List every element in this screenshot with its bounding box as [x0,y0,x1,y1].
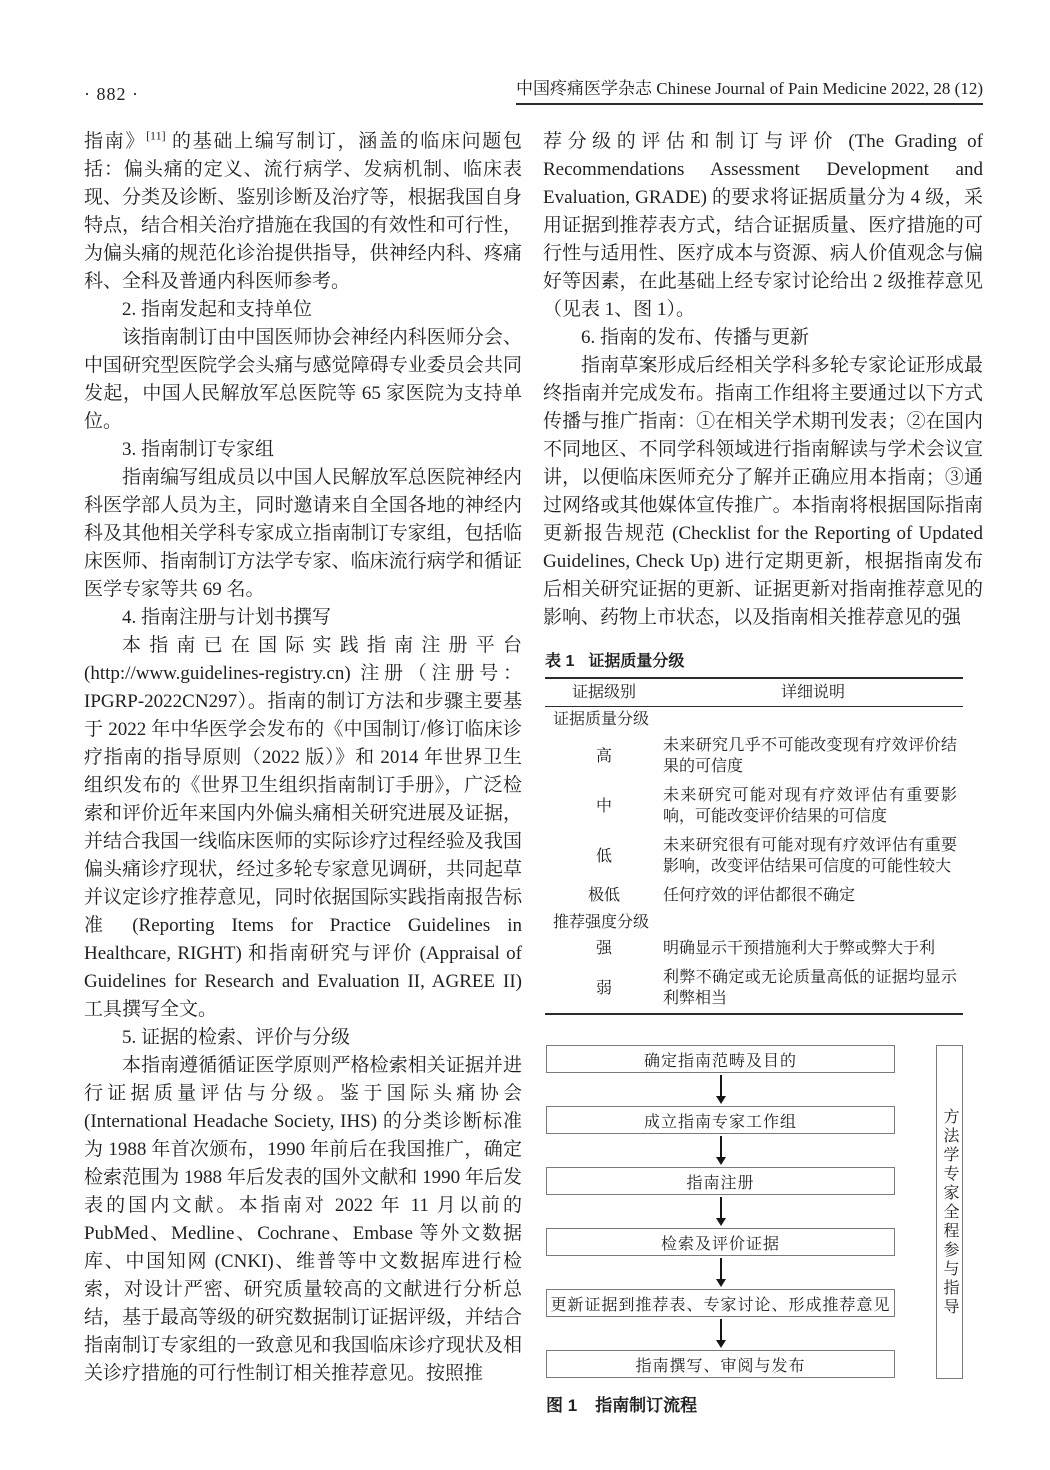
table-row [545,731,963,781]
flow-step: 指南撰写、审阅与发布 [546,1350,895,1378]
paragraph-text: 的基础上编写制订，涵盖的临床问题包括：偏头痛的定义、流行病学、发病机制、临床表现、分类及诊断、鉴别诊断及治疗等，根据我国自身特点，结合相关治疗措施在我国的有效性和可行性，为偏头痛的规范化诊治提供指导，供神经内科、疼痛科、全科及普通内科医师参考。 [84,131,522,292]
table-group-row: 推荐强度分级 [553,914,650,931]
recommendation-description: 明确显示干预措施利大于弊或弊大于利 [663,940,936,957]
flow-arrow-icon [546,1073,895,1106]
figure-caption [546,1391,983,1416]
table-group-row: 证据质量分级 [553,711,650,728]
flow-step: 更新证据到推荐表、专家讨论、形成推荐意见 [546,1289,895,1317]
table-label: 表 1 [545,653,575,670]
section-heading: 3. 指南制订专家组 [122,439,275,460]
column-header: 证据级别 [571,684,636,701]
section-heading: 5. 证据的检索、评价与分级 [122,1027,351,1048]
paragraph-text: 指南》 [84,131,147,152]
flow-step: 确定指南范畴及目的 [546,1045,895,1073]
page-number: · 882 · [84,84,139,104]
evidence-level: 高 [595,747,612,765]
flow-arrow-icon [546,1195,895,1228]
flow-arrow-icon [546,1256,895,1289]
evidence-description: 未来研究可能对现有疗效评估有重要影响，可能改变评价结果的可信度 [663,787,957,825]
paragraph: 指南草案形成后经相关学科多轮专家论证形成最终指南并完成发布。指南工作组将主要通过以下方式传播与推广指南：①在相关学术期刊发表；②在国内不同地区、不同学科领域进行指南解读与学术会议宣讲，以便临床医师充分了解并正确应用本指南；③通过网络或其他媒体宣传推广。本指南将根据国际指南更新报告规范 (Checklist for the Reporting of Updated Guidelines, Check Up) 进行定期更新，根据指南发布后相关研究证据的更新、证据更新对指南推荐意见的影响、药物上市状态，以及指南相关推荐意见的强 [543,355,983,628]
flow-step: 成立指南专家工作组 [546,1106,895,1134]
flow-arrow-icon [546,1317,895,1350]
flowchart-main-column [546,1045,895,1378]
citation-superscript: [11] [146,128,166,143]
methodology-expert-side-label: 方法学专家全程参与指导 [936,1045,963,1379]
recommendation-level: 强 [595,940,612,957]
journal-title: 中国疼痛医学杂志 Chinese Journal of Pain Medicine 2022, 28 (12) [516,74,983,105]
paragraph: 该指南制订由中国医师协会神经内科医师分会、中国研究型医院学会头痛与感觉障碍专业委员会共同发起，中国人民解放军总医院等 65 家医院为支持单位。 [84,327,522,432]
table-row [545,881,963,910]
paragraph: 本指南遵循循证医学原则严格检索相关证据并进行证据质量评估与分级。鉴于国际头痛协会 (International Headache Society, IHS) 的分类诊断标准为 1988 年首次颁布，1990 年前后在我国推广，确定检索范围为 1988 年后发表的国外文献和 1990 年后发表的国内文献。本指南对 2022 年 11 月以前的 PubMed、Medline、Cochrane、Embase 等外文数据库、中国知网 (CNKI)、维普等中文数据库进行检索，对设计严密、研究质量较高的文献进行分析总结，基于最高等级的研究数据制订证据评级，并结合指南制订专家组的一致意见和我国临床诊疗现状及相关诊疗措施的可行性制订相关推荐意见。按照推 [84,1055,522,1384]
evidence-level: 极低 [587,887,620,904]
paragraph: 荐分级的评估和制订与评价 (The Grading of Recommendations Assessment Development and Evaluation, GRADE) 的要求将证据质量分为 4 级，采用证据到推荐表方式，结合证据质量、医疗措施的可行性与适用性、医疗成本与资源、病人价值观念与偏好等因素，在此基础上经专家讨论给出 2 级推荐意见（见表 1、图 1）。 [543,131,983,320]
table-row [545,831,963,881]
left-column [84,128,522,1388]
page-header [84,74,983,105]
evidence-description: 任何疗效的评估都很不确定 [663,887,856,904]
flow-arrow-icon [546,1134,895,1167]
section-heading: 4. 指南注册与计划书撰写 [122,607,332,628]
flow-step: 指南注册 [546,1167,895,1195]
evidence-level: 低 [595,847,612,865]
section-heading: 6. 指南的发布、传播与更新 [581,327,810,348]
table-header-row [545,679,963,707]
table-title: 证据质量分级 [588,653,685,670]
table-row [545,963,963,1013]
evidence-description: 未来研究很有可能对现有疗效评估有重要影响，改变评估结果可信度的可能性较大 [663,837,957,875]
paragraph: 本指南已在国际实践指南注册平台 (http://www.guidelines-registry.cn) 注册（注册号：IPGRP-2022CN297）。指南的制订方法和步骤主要基于 2022 年中华医学会发布的《中国制订/修订临床诊疗指南的指导原则（2022 版）》和 2014 年世界卫生组织发布的《世界卫生组织指南制订手册》，广泛检索和评价近年来国内外偏头痛相关研究进展及证据，并结合我国一线临床医师的实际诊疗过程经验及我国偏头痛诊疗现状，经过多轮专家意见调研，共同起草并议定诊疗推荐意见，同时依据国际实践指南报告标准 (Reporting Items for Practice Guidelines in Healthcare, RIGHT) 和指南研究与评价 (Appraisal of Guidelines for Research and Evaluation II, AGREE II) 工具撰写全文。 [84,635,522,1020]
table-row [545,781,963,831]
evidence-description: 未来研究几乎不可能改变现有疗效评价结果的可信度 [663,737,957,775]
flow-step: 检索及评价证据 [546,1228,895,1256]
figure-title: 指南制订流程 [595,1396,698,1415]
right-column [543,128,983,1416]
evidence-level: 中 [595,797,612,815]
evidence-grading-table [545,677,963,1015]
column-header: 详细说明 [780,684,845,701]
recommendation-description: 利弊不确定或无论质量高低的证据均显示利弊相当 [663,969,957,1007]
section-heading: 2. 指南发起和支持单位 [122,299,313,320]
table-row [545,934,963,963]
figure-label: 图 1 [546,1396,578,1415]
guideline-flowchart [546,1045,963,1379]
recommendation-level: 弱 [595,979,612,997]
table-caption [545,648,983,671]
paragraph: 指南编写组成员以中国人民解放军总医院神经内科医学部人员为主，同时邀请来自全国各地的神经内科及其他相关学科专家成立指南制订专家组，包括临床医师、指南制订方法学专家、临床流行病学和循证医学专家等共 69 名。 [84,467,522,600]
paragraph [84,128,522,296]
